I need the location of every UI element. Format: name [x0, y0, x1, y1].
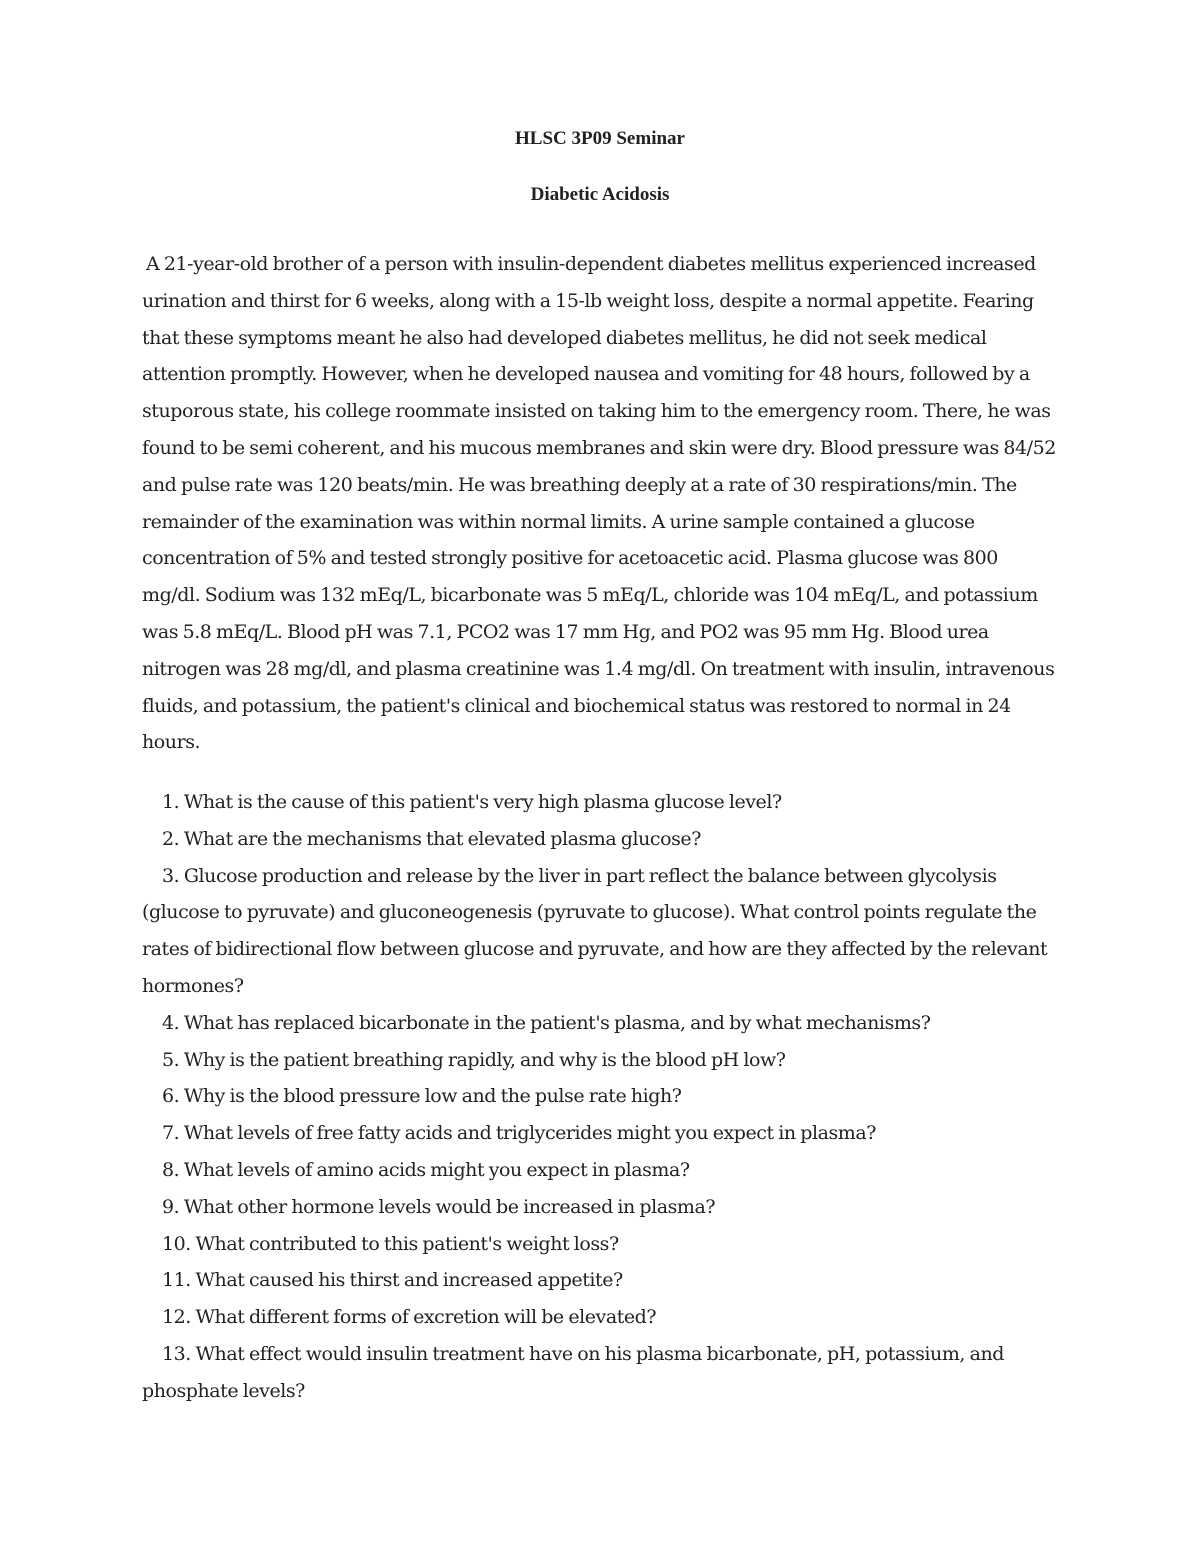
question-item: 1. What is the cause of this patient's very high plasma glucose level? — [162, 791, 782, 813]
question-list — [142, 784, 1058, 1410]
question-item: 4. What has replaced bicarbonate in the patient's plasma, and by what mechanisms? — [162, 1011, 931, 1034]
question-item: 8. What levels of amino acids might you expect in plasma? — [162, 1158, 690, 1181]
question-item: 3. Glucose production and release by the liver in part reflect the balance between glycolysis (glucose to pyruvate) and gluconeogenesis (pyruvate to glucose). What control points regulate the rates of bidirectional flow between glucose and pyruvate, and how are they affected by the relevant hormones? — [142, 864, 1048, 997]
question-item: 13. What effect would insulin treatment have on his plasma bicarbonate, pH, potassium, and phosphate levels? — [142, 1342, 1004, 1402]
question-item: 6. Why is the blood pressure low and the pulse rate high? — [162, 1085, 682, 1108]
question-item: 9. What other hormone levels would be increased in plasma? — [162, 1195, 716, 1218]
question-item: 11. What caused his thirst and increased appetite? — [162, 1269, 623, 1292]
topic-title: Diabetic Acidosis — [530, 184, 670, 205]
case-description: A 21-year-old brother of a person with insulin-dependent diabetes mellitus experienced increased urination and thirst for 6 weeks, along with a 15-lb weight loss, despite a normal appetite. Fearing that these symptoms meant he also had developed diabetes mellitus, he did not seek medical attention promptly. However, when he developed nausea and vomiting for 48 hours, followed by a stuporous state, his college roommate insisted on taking him to the emergency room. There, he was found to be semi coherent, and his mucous membranes and skin were dry. Blood pressure was 84/52 and pulse rate was 120 beats/min. He was breathing deeply at a rate of 30 respirations/min. The remainder of the examination was within normal limits. A urine sample contained a glucose concentration of 5% and tested strongly positive for acetoacetic acid. Plasma glucose was 800 mg/dl. Sodium was 132 mEq/L, bicarbonate was 5 mEq/L, chloride was 104 mEq/L, and potassium was 5.8 mEq/L. Blood pH was 7.1, PCO2 was 17 mm Hg, and PO2 was 95 mm Hg. Blood urea nitrogen was 28 mg/dl, and plasma creatinine was 1.4 mg/dl. On treatment with insulin, intravenous fluids, and potassium, the patient's clinical and biochemical status was restored to normal in 24 hours. — [142, 253, 1056, 754]
question-item: 2. What are the mechanisms that elevated plasma glucose? — [162, 827, 701, 850]
course-title: HLSC 3P09 Seminar — [515, 128, 685, 149]
question-item: 7. What levels of free fatty acids and triglycerides might you expect in plasma? — [162, 1122, 876, 1145]
question-item: 10. What contributed to this patient's weight loss? — [162, 1232, 619, 1255]
question-item: 12. What different forms of excretion will be elevated? — [162, 1306, 657, 1329]
question-item: 5. Why is the patient breathing rapidly, and why is the blood pH low? — [162, 1048, 786, 1071]
